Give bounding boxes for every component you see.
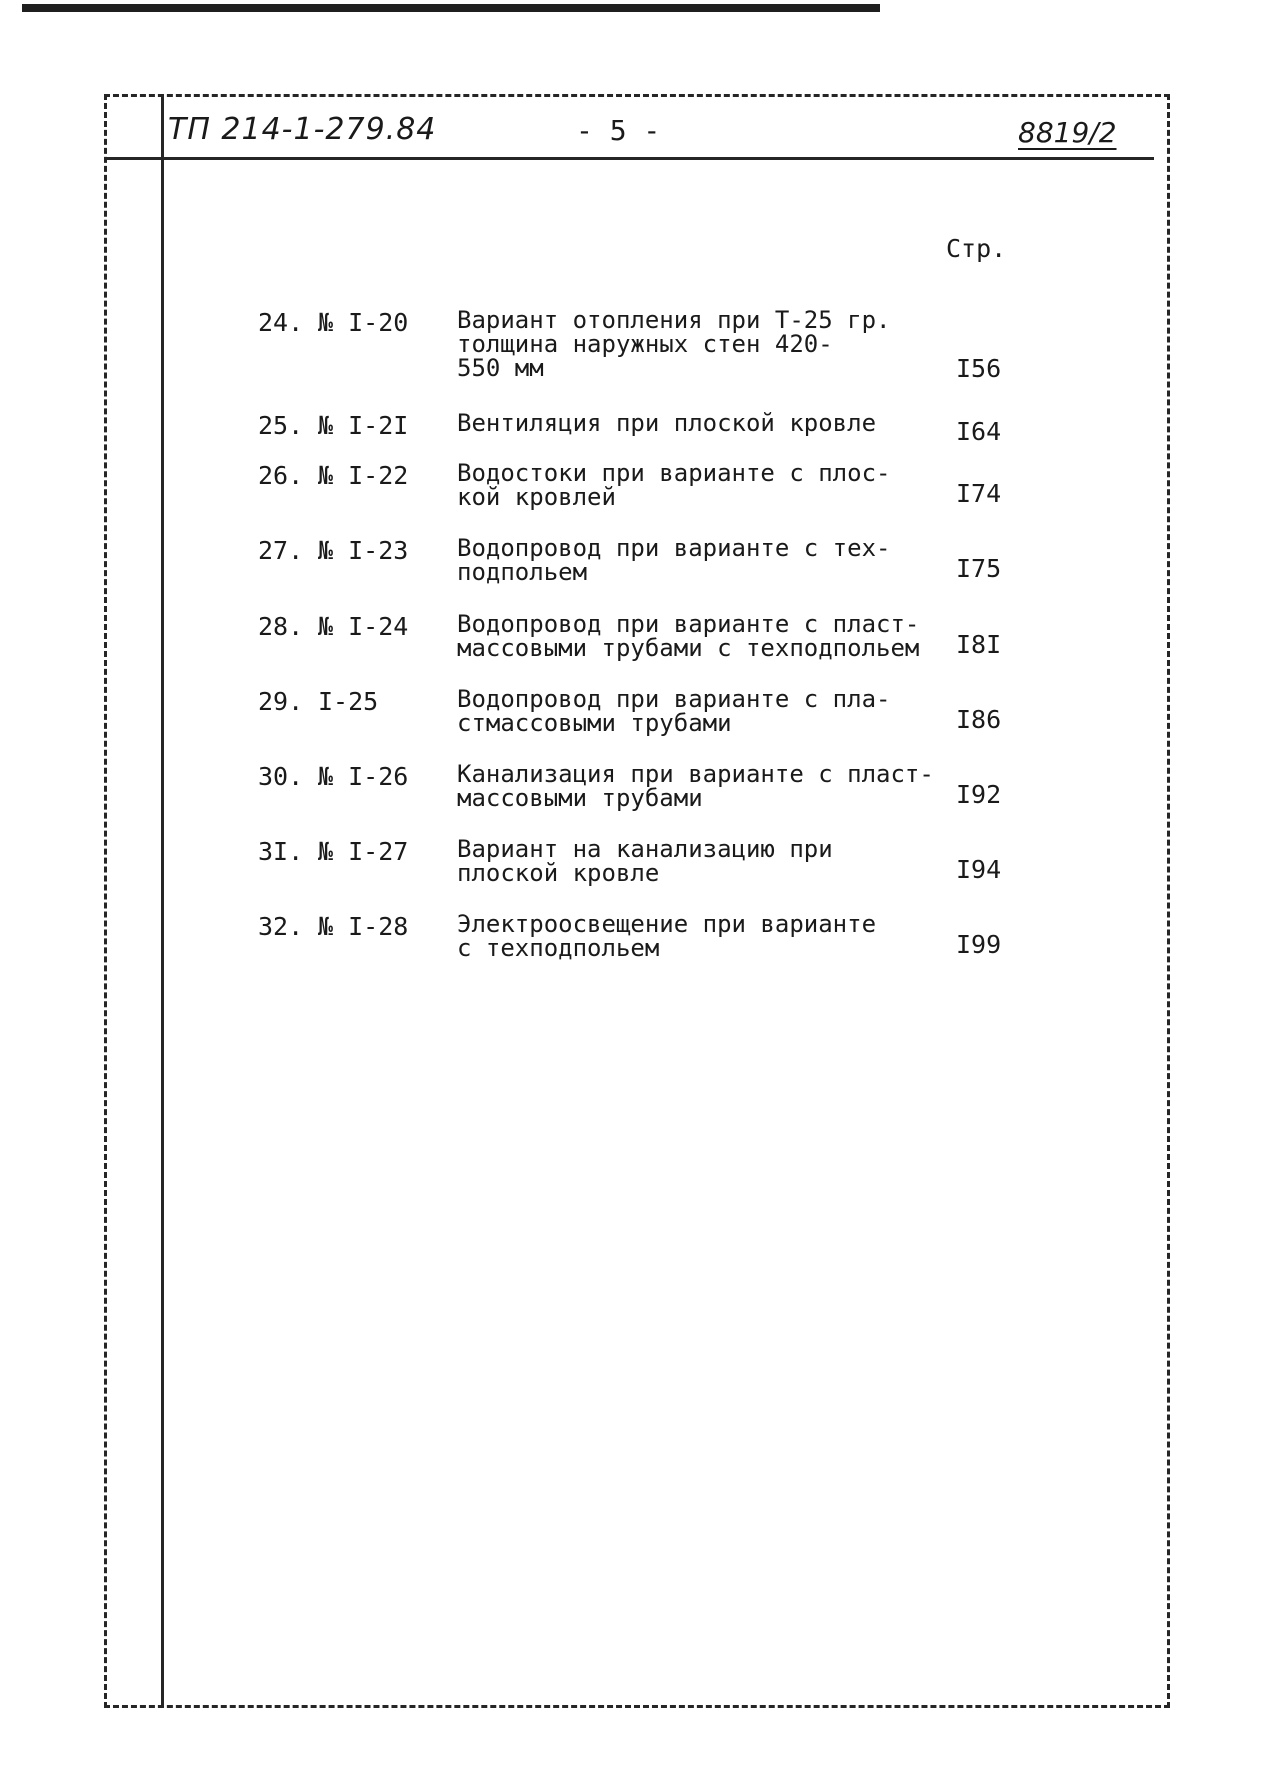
entry-code: № I-23 [318, 536, 409, 565]
entry-title: Вариант отопления при Т-25 гр. толщина наружных стен 420- 550 мм [457, 306, 891, 382]
entry-title: Водопровод при варианте с пласт- массовыми трубами с техподпольем [457, 610, 920, 662]
entry-number: 25. [258, 411, 304, 440]
entry-title: Водостоки при варианте с плос- кой кровлей [457, 459, 891, 511]
entry-code: № I-22 [318, 461, 409, 490]
page-column-header: Стр. [946, 234, 1007, 263]
entry-page: I99 [956, 930, 1002, 959]
page-number: - 5 - [576, 114, 661, 147]
entry-code: I-25 [318, 687, 379, 716]
entry-number: 28. [258, 612, 304, 641]
entry-number: 32. [258, 912, 304, 941]
entry-page: I86 [956, 705, 1002, 734]
binding-margin-line [161, 94, 164, 1708]
entry-page: I64 [956, 417, 1002, 446]
entry-page: I75 [956, 554, 1002, 583]
entry-page: I94 [956, 855, 1002, 884]
entry-code: № I-27 [318, 837, 409, 866]
entry-number: 30. [258, 762, 304, 791]
entry-code: № I-2I [318, 411, 409, 440]
entry-page: I74 [956, 479, 1002, 508]
entry-title: Вентиляция при плоской кровле [457, 409, 877, 437]
entry-title: Водопровод при варианте с пла- стмассовыми трубами [457, 685, 891, 737]
entry-title: Канализация при варианте с пласт- массовыми трубами [457, 760, 934, 812]
sheet-code: 8819/2 [1018, 116, 1117, 149]
entry-number: 24. [258, 308, 304, 337]
entry-number: 27. [258, 536, 304, 565]
header-divider [104, 157, 1154, 160]
entry-title: Электроосвещение при варианте с техподпольем [457, 910, 877, 962]
entry-code: № I-28 [318, 912, 409, 941]
entry-title: Водопровод при варианте с тех- подпольем [457, 534, 891, 586]
entry-title: Вариант на канализацию при плоской кровле [457, 835, 833, 887]
document-code: ТП 214-1-279.84 [168, 112, 437, 147]
entry-page: I92 [956, 780, 1002, 809]
entry-code: № I-24 [318, 612, 409, 641]
top-edge-bar [22, 4, 880, 12]
entry-code: № I-20 [318, 308, 409, 337]
entry-code: № I-26 [318, 762, 409, 791]
entry-number: 26. [258, 461, 304, 490]
entry-page: I56 [956, 354, 1002, 383]
entry-page: I8I [956, 630, 1002, 659]
entry-number: 29. [258, 687, 304, 716]
entry-number: 3I. [258, 837, 304, 866]
